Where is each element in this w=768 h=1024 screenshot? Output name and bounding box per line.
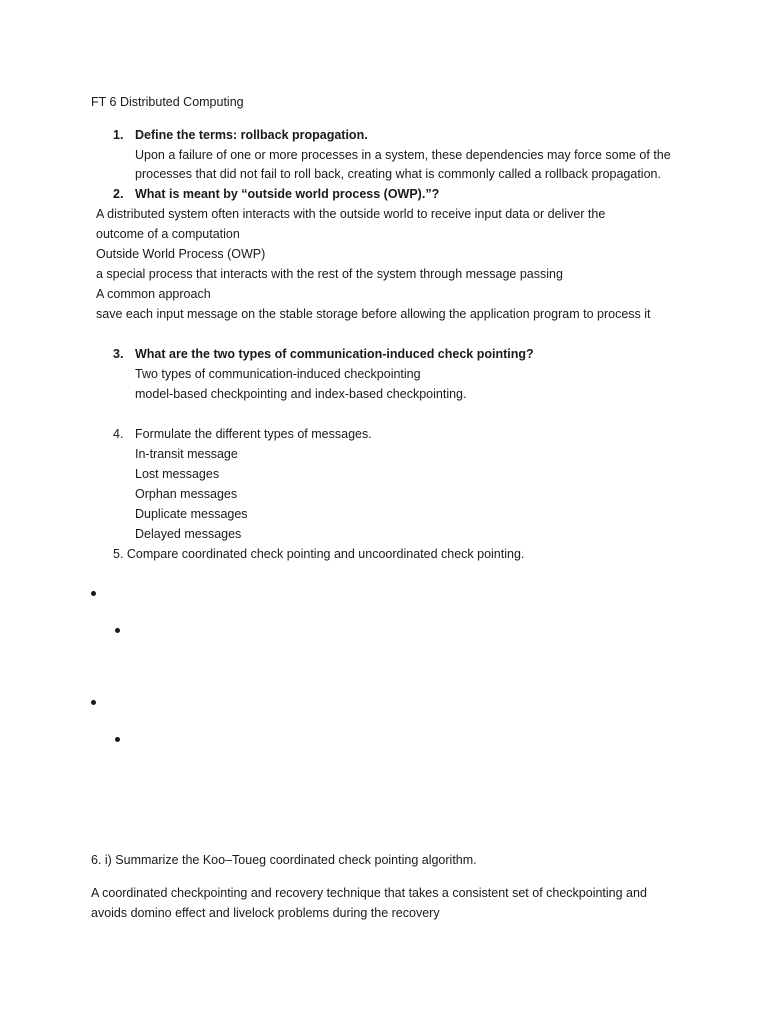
question-4-text: Formulate the different types of messages. — [135, 427, 372, 441]
question-2-number: 2. — [113, 187, 124, 201]
message-type-in-transit: In-transit message — [135, 447, 238, 461]
message-type-delayed: Delayed messages — [135, 527, 242, 541]
question-1-text: Define the terms: rollback propagation. — [135, 128, 368, 142]
message-type-orphan: Orphan messages — [135, 487, 238, 501]
answer-2-line-5: A common approach — [96, 287, 211, 301]
question-2-text: What is meant by “outside world process (OWP).”? — [135, 187, 440, 201]
answer-1-line-2: processes that did not fail to roll back, creating what is commonly called a rollback propagation. — [135, 167, 661, 181]
question-4 — [113, 426, 372, 442]
question-6: 6. i) Summarize the Koo–Toueg coordinated check pointing algorithm. — [91, 853, 477, 867]
question-2 — [113, 186, 439, 202]
message-type-lost: Lost messages — [135, 467, 220, 481]
question-1-number: 1. — [113, 128, 124, 142]
message-type-duplicate: Duplicate messages — [135, 507, 248, 521]
answer-1-line-1: Upon a failure of one or more processes in a system, these dependencies may force some of the — [135, 148, 671, 162]
document-title: FT 6 Distributed Computing — [91, 95, 244, 109]
answer-6-line-2: avoids domino effect and livelock problems during the recovery — [91, 906, 440, 920]
question-3-number: 3. — [113, 347, 124, 361]
answer-2-line-2: outcome of a computation — [96, 227, 240, 241]
bullet-icon — [115, 628, 120, 633]
bullet-icon — [91, 591, 96, 596]
question-4-number: 4. — [113, 427, 124, 441]
answer-3-line-1: Two types of communication-induced checkpointing — [135, 367, 421, 381]
answer-3-line-2: model-based checkpointing and index-based checkpointing. — [135, 387, 467, 401]
answer-2-line-3: Outside World Process (OWP) — [96, 247, 266, 261]
answer-2-line-1: A distributed system often interacts with the outside world to receive input data or deliver the — [96, 207, 606, 221]
question-5: 5. Compare coordinated check pointing and uncoordinated check pointing. — [113, 547, 525, 561]
answer-2-line-6: save each input message on the stable storage before allowing the application program to process it — [96, 307, 651, 321]
bullet-icon — [115, 737, 120, 742]
question-3 — [113, 346, 534, 362]
answer-2-line-4: a special process that interacts with the rest of the system through message passing — [96, 267, 563, 281]
bullet-icon — [91, 700, 96, 705]
answer-6-line-1: A coordinated checkpointing and recovery technique that takes a consistent set of checkpointing and — [91, 886, 647, 900]
question-3-text: What are the two types of communication-induced check pointing? — [135, 347, 534, 361]
question-1 — [113, 127, 368, 143]
